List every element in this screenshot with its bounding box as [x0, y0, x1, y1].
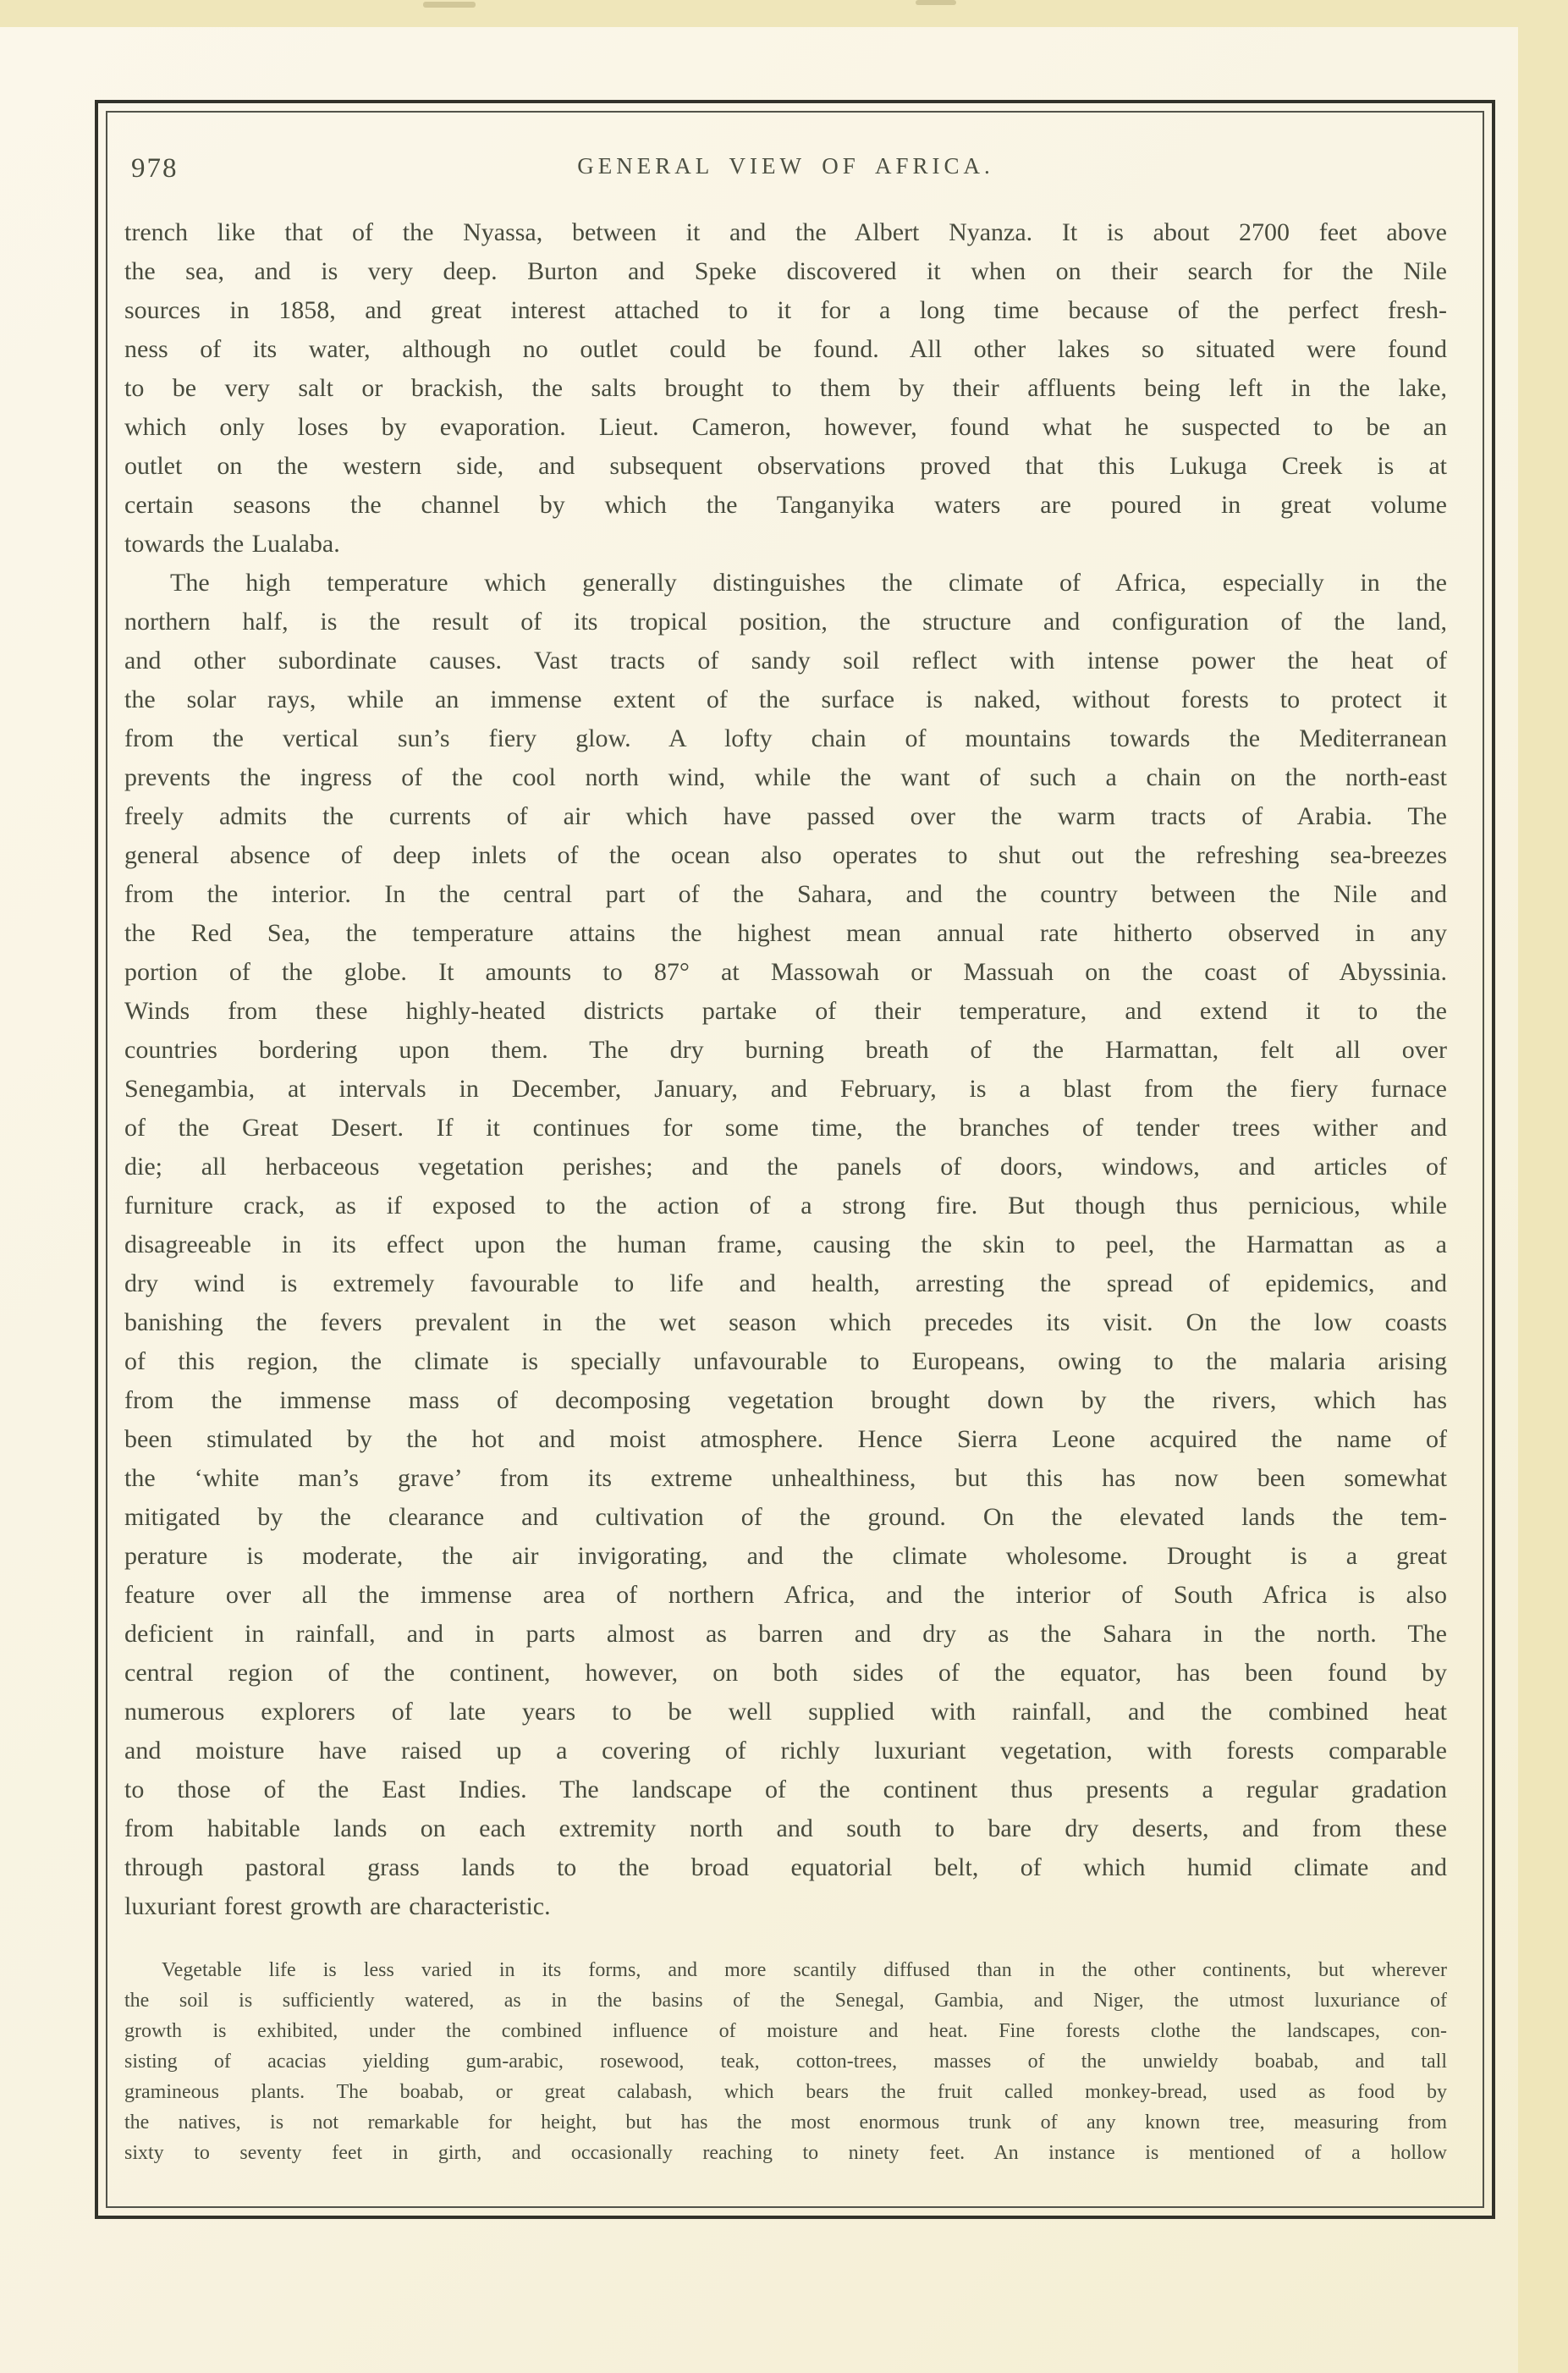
page-border-inner-rule [106, 111, 1484, 2208]
text-line: sisting of acacias yielding gum-arabic, rosewood, teak, cotton-trees, masses of the unwieldy boabab, and tall [124, 2051, 1447, 2073]
text-line: of this region, the climate is specially unfavourable to Europeans, owing to the malaria arising [124, 1347, 1447, 1375]
text-line: portion of the globe. It amounts to 87° at Massowah or Massuah on the coast of Abyssinia. [124, 958, 1447, 986]
page-content [107, 113, 1483, 2206]
page-border-frame [95, 100, 1495, 2219]
text-line: perature is moderate, the air invigorating, and the climate wholesome. Drought is a great [124, 1542, 1447, 1570]
text-line: from the immense mass of decomposing vegetation brought down by the rivers, which has [124, 1386, 1447, 1414]
text-line: The high temperature which generally distinguishes the climate of Africa, especially in the [170, 569, 1447, 597]
text-line: of the Great Desert. If it continues for some time, the branches of tender trees wither and [124, 1114, 1447, 1142]
text-line: towards the Lualaba. [124, 530, 340, 558]
text-line: the solar rays, while an immense extent of the surface is naked, without forests to protect it [124, 685, 1447, 713]
page-number: 978 [131, 153, 179, 184]
text-line: sixty to seventy feet in girth, and occasionally reaching to ninety feet. An instance is mentioned of a hollow [124, 2142, 1447, 2164]
text-line: from habitable lands on each extremity north and south to bare dry deserts, and from these [124, 1814, 1447, 1842]
text-line: and other subordinate causes. Vast tracts of sandy soil reflect with intense power the heat of [124, 647, 1447, 674]
text-line: the Red Sea, the temperature attains the highest mean annual rate hitherto observed in any [124, 919, 1447, 947]
text-line: been stimulated by the hot and moist atmosphere. Hence Sierra Leone acquired the name of [124, 1425, 1447, 1453]
page-header-title: GENERAL VIEW OF AFRICA. [577, 153, 994, 179]
text-line: to be very salt or brackish, the salts brought to them by their affluents being left in the lake, [124, 374, 1447, 402]
text-line: general absence of deep inlets of the ocean also operates to shut out the refreshing sea-breezes [124, 841, 1447, 869]
text-line: Senegambia, at intervals in December, January, and February, is a blast from the fiery furnace [124, 1075, 1447, 1103]
text-line: banishing the fevers prevalent in the wet season which precedes its visit. On the low coasts [124, 1308, 1447, 1336]
paragraph [124, 213, 1447, 564]
text-line: and moisture have raised up a covering of richly luxuriant vegetation, with forests comparable [124, 1737, 1447, 1765]
body-text [124, 213, 1447, 1926]
scan-artifact [423, 2, 476, 8]
scan-artifact [916, 0, 956, 5]
text-line: northern half, is the result of its tropical position, the structure and configuration of the land, [124, 608, 1447, 636]
text-line: sources in 1858, and great interest attached to it for a long time because of the perfect fresh- [124, 296, 1447, 324]
text-line: the natives, is not remarkable for height, but has the most enormous trunk of any known tree, measuring from [124, 2111, 1447, 2133]
text-line: feature over all the immense area of northern Africa, and the interior of South Africa is also [124, 1581, 1447, 1609]
text-line: dry wind is extremely favourable to life and health, arresting the spread of epidemics, and [124, 1269, 1447, 1297]
text-line: prevents the ingress of the cool north wind, while the want of such a chain on the north-east [124, 763, 1447, 791]
text-line: ness of its water, although no outlet could be found. All other lakes so situated were found [124, 335, 1447, 363]
text-line: freely admits the currents of air which have passed over the warm tracts of Arabia. The [124, 802, 1447, 830]
text-line: disagreeable in its effect upon the human frame, causing the skin to peel, the Harmattan as a [124, 1231, 1447, 1258]
text-line: Vegetable life is less varied in its forms, and more scantily diffused than in the other continents, but wherever [162, 1959, 1447, 1981]
text-line: which only loses by evaporation. Lieut. Cameron, however, found what he suspected to be an [124, 413, 1447, 441]
text-line: deficient in rainfall, and in parts almost as barren and dry as the Sahara in the north. The [124, 1620, 1447, 1648]
text-line: the ‘white man’s grave’ from its extreme unhealthiness, but this has now been somewhat [124, 1464, 1447, 1492]
page-sheet [0, 27, 1518, 2373]
text-line: countries bordering upon them. The dry burning breath of the Harmattan, felt all over [124, 1036, 1447, 1064]
text-line: through pastoral grass lands to the broad equatorial belt, of which humid climate and [124, 1853, 1447, 1881]
text-line: mitigated by the clearance and cultivation of the ground. On the elevated lands the tem- [124, 1503, 1447, 1531]
text-line: furniture crack, as if exposed to the action of a strong fire. But though thus pernicious, while [124, 1192, 1447, 1220]
text-line: Winds from these highly-heated districts partake of their temperature, and extend it to the [124, 997, 1447, 1025]
text-line: outlet on the western side, and subsequent observations proved that this Lukuga Creek is at [124, 452, 1447, 480]
paragraph [124, 1955, 1447, 2168]
footnote [124, 1955, 1447, 2168]
text-line: trench like that of the Nyassa, between it and the Albert Nyanza. It is about 2700 feet above [124, 218, 1447, 246]
text-line: growth is exhibited, under the combined influence of moisture and heat. Fine forests clothe the landscapes, con- [124, 2020, 1447, 2042]
text-line: gramineous plants. The boabab, or great calabash, which bears the fruit called monkey-bread, used as food by [124, 2081, 1447, 2103]
text-line: luxuriant forest growth are characteristic. [124, 1892, 551, 1920]
paragraph [124, 564, 1447, 1926]
text-line: from the interior. In the central part of the Sahara, and the country between the Nile and [124, 880, 1447, 908]
text-line: from the vertical sun’s fiery glow. A lofty chain of mountains towards the Mediterranean [124, 724, 1447, 752]
text-line: die; all herbaceous vegetation perishes; and the panels of doors, windows, and articles of [124, 1153, 1447, 1181]
text-line: the soil is sufficiently watered, as in the basins of the Senegal, Gambia, and Niger, the utmost luxuriance of [124, 1990, 1447, 2012]
running-header [131, 153, 1440, 184]
text-line: the sea, and is very deep. Burton and Speke discovered it when on their search for the Nile [124, 257, 1447, 285]
text-line: to those of the East Indies. The landscape of the continent thus presents a regular gradation [124, 1776, 1447, 1803]
text-line: certain seasons the channel by which the Tanganyika waters are poured in great volume [124, 491, 1447, 519]
text-line: numerous explorers of late years to be well supplied with rainfall, and the combined heat [124, 1698, 1447, 1726]
text-line: central region of the continent, however, on both sides of the equator, has been found by [124, 1659, 1447, 1687]
